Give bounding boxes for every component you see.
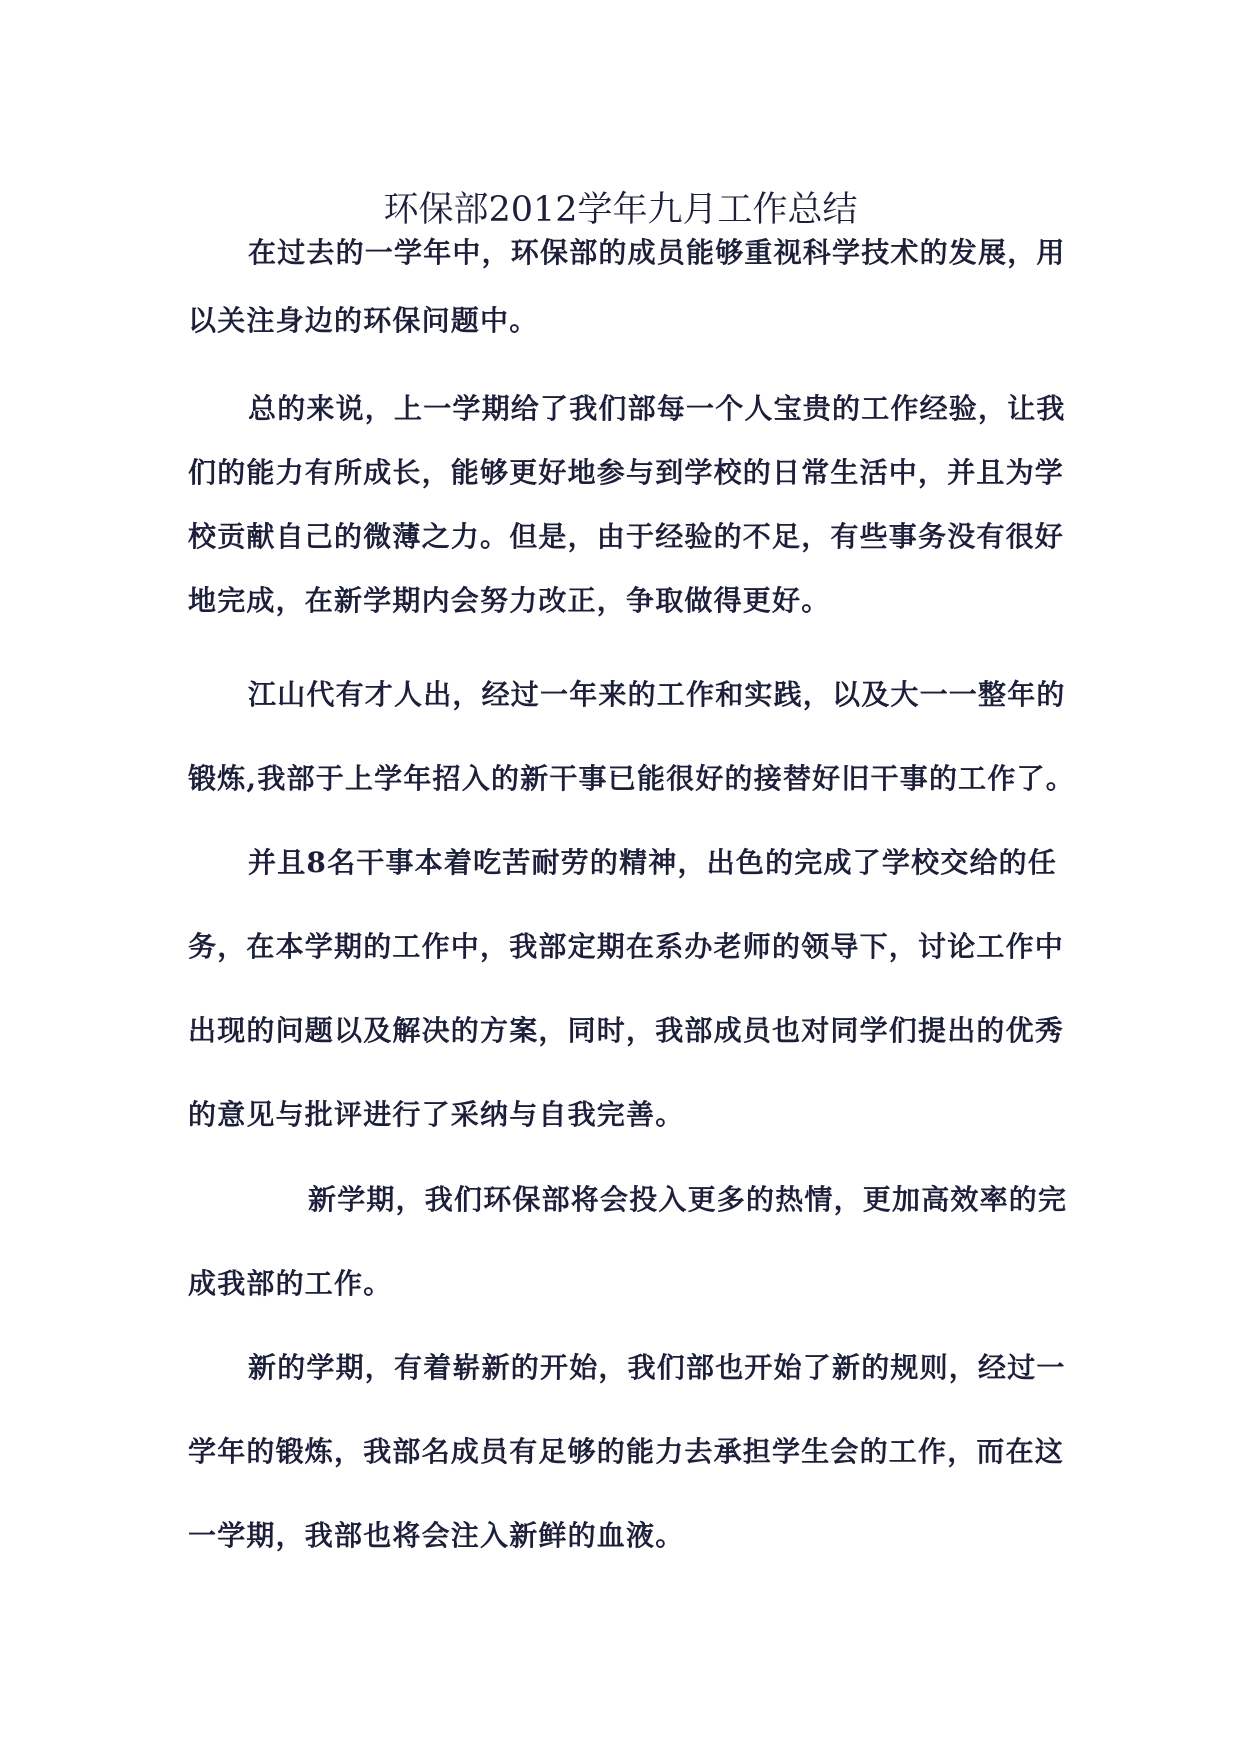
- paragraph-line: 出现的问题以及解决的方案，同时，我部成员也对同学们提出的优秀: [188, 1014, 1065, 1047]
- paragraph-line: 的意见与批评进行了采纳与自我完善。: [188, 1098, 685, 1131]
- paragraph-line: 校贡献自己的微薄之力。但是，由于经验的不足，有些事务没有很好: [188, 520, 1065, 553]
- document-title: 环保部2012学年九月工作总结: [383, 190, 858, 230]
- paragraph-1: [188, 233, 1066, 341]
- paragraph-line: 地完成，在新学期内会努力改正，争取做得更好。: [188, 584, 831, 617]
- paragraph-line: 们的能力有所成长，能够更好地参与到学校的日常生活中，并且为学: [188, 456, 1065, 489]
- paragraph-line: 学年的锻炼，我部名成员有足够的能力去承担学生会的工作，而在这: [188, 1435, 1065, 1468]
- paragraph-line: 总的来说，上一学期给了我们部每一个人宝贵的工作经验，让我: [248, 392, 1066, 425]
- paragraph-6: [188, 1348, 1066, 1556]
- paragraph-line: 在过去的一学年中，环保部的成员能够重视科学技术的发展，用: [248, 236, 1066, 269]
- paragraph-line: 锻炼,我部于上学年招入的新干事已能很好的接替好旧干事的工作了。: [188, 762, 1075, 795]
- paragraph-5: [188, 1180, 1068, 1304]
- paragraph-line: 成我部的工作。: [188, 1267, 393, 1300]
- paragraph-line: 江山代有才人出，经过一年来的工作和实践，以及大一一整年的: [248, 678, 1066, 711]
- paragraph-line: 务，在本学期的工作中，我部定期在系办老师的领导下，讨论工作中: [188, 930, 1065, 963]
- paragraph-line: 并且8名干事本着吃苦耐劳的精神，出色的完成了学校交给的任: [248, 846, 1058, 879]
- paragraph-2: [188, 389, 1066, 621]
- paragraph-line: 新的学期，有着崭新的开始，我们部也开始了新的规则，经过一: [248, 1351, 1066, 1384]
- paragraph-line: 新学期，我们环保部将会投入更多的热情，更加高效率的完: [308, 1183, 1068, 1216]
- paragraph-line: 以关注身边的环保问题中。: [188, 304, 539, 337]
- paragraph-3: [188, 675, 1075, 799]
- paragraph-line: 一学期，我部也将会注入新鲜的血液。: [188, 1519, 685, 1552]
- paragraph-4: [188, 843, 1065, 1135]
